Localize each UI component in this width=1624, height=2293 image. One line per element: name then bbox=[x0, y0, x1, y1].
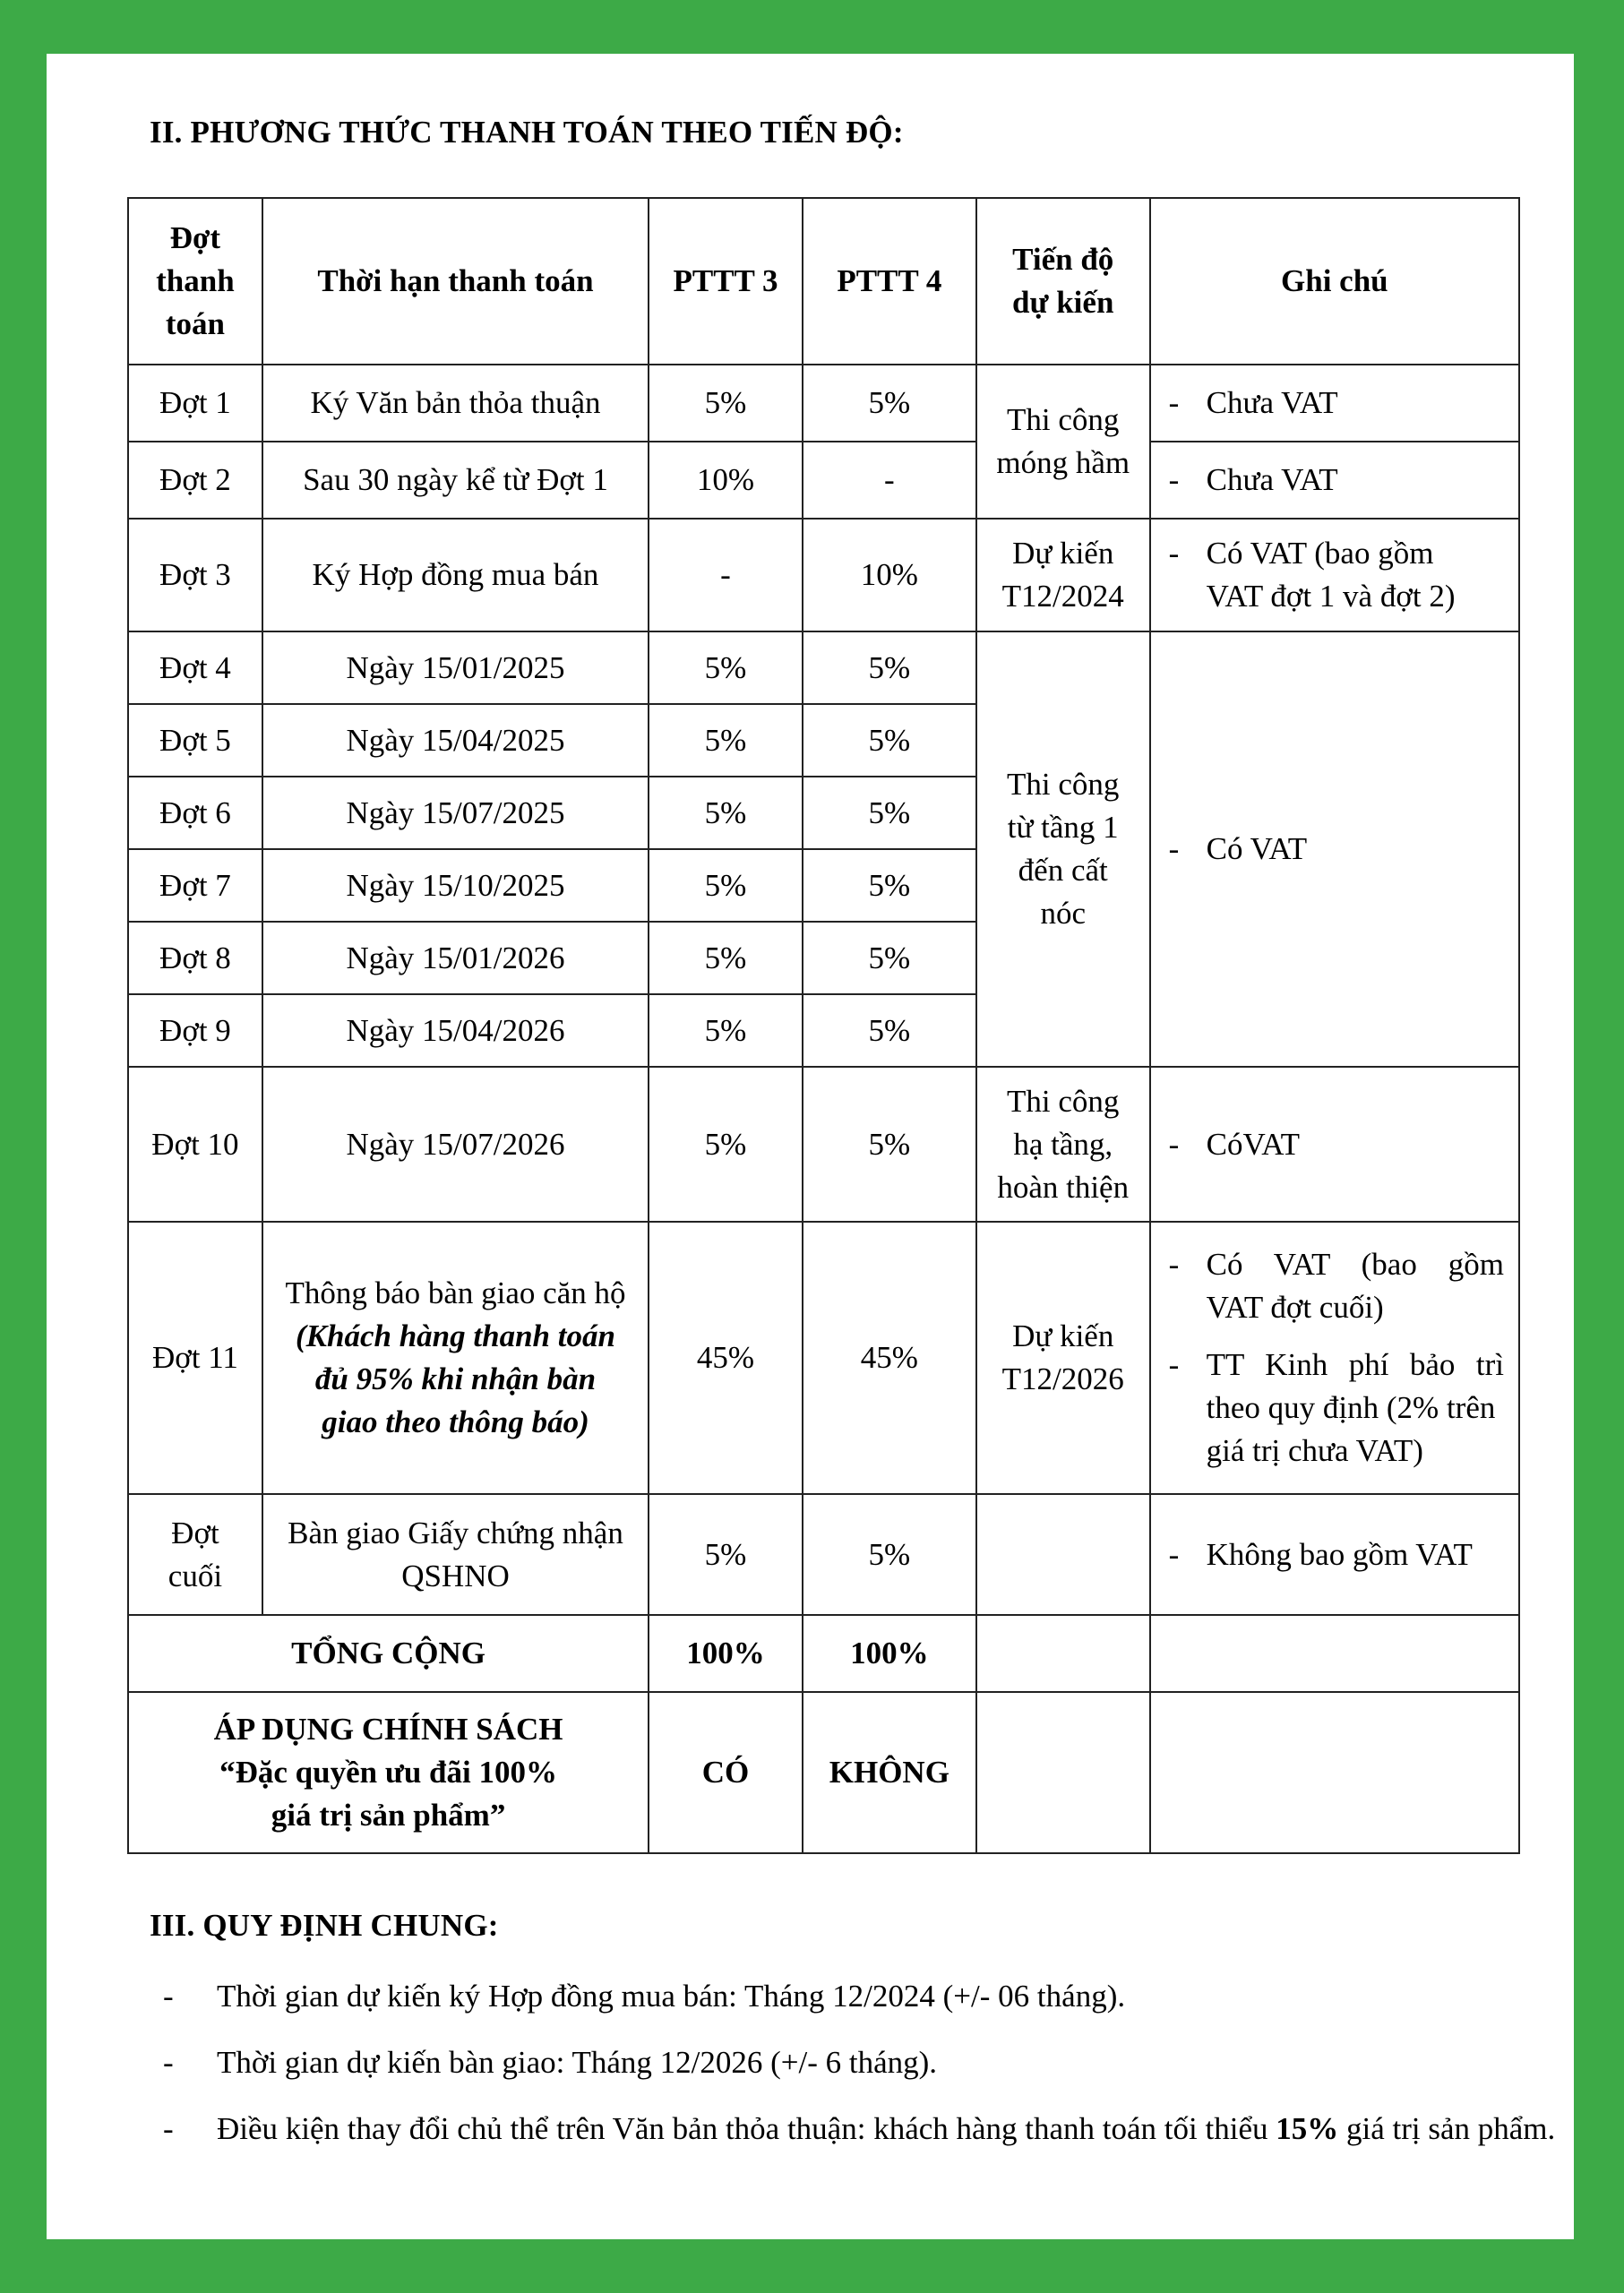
total-empty-cell bbox=[976, 1615, 1150, 1692]
note-cell: - Chưa VAT bbox=[1150, 442, 1519, 519]
deadline-cell: Sau 30 ngày kể từ Đợt 1 bbox=[262, 442, 649, 519]
deadline-cell: Bàn giao Giấy chứng nhận QSHNO bbox=[262, 1494, 649, 1615]
installment-cell: Đợt 10 bbox=[128, 1067, 262, 1222]
note-cell: - Có VAT (bao gồm VAT đợt cuối) - TT Kinh phí bảo trì theo quy định (2% trên giá trị chưa VAT) bbox=[1150, 1222, 1519, 1494]
pttt4-cell: 5% bbox=[803, 922, 976, 994]
installment-cell: Đợt cuối bbox=[128, 1494, 262, 1615]
document-page bbox=[47, 54, 1574, 2239]
total-label: TỔNG CỘNG bbox=[128, 1615, 649, 1692]
pttt3-cell: - bbox=[649, 519, 803, 631]
installment-cell: Đợt 1 bbox=[128, 365, 262, 442]
policy-row bbox=[128, 1692, 1519, 1853]
policy-pttt4: KHÔNG bbox=[803, 1692, 976, 1853]
list-item: - Thời gian dự kiến ký Hợp đồng mua bán: Tháng 12/2024 (+/- 06 tháng). bbox=[163, 1979, 1126, 2014]
table-row bbox=[128, 442, 1519, 519]
deadline-cell: Ngày 15/01/2025 bbox=[262, 631, 649, 704]
header-deadline: Thời hạn thanh toán bbox=[262, 198, 649, 365]
pttt4-cell: 5% bbox=[803, 704, 976, 777]
table-row bbox=[128, 365, 1519, 442]
installment-cell: Đợt 2 bbox=[128, 442, 262, 519]
deadline-cell: Thông báo bàn giao căn hộ (Khách hàng thanh toán đủ 95% khi nhận bàn giao theo thông báo) bbox=[262, 1222, 649, 1494]
total-empty-cell bbox=[1150, 1615, 1519, 1692]
installment-cell: Đợt 6 bbox=[128, 777, 262, 849]
progress-cell: Thi công móng hầm bbox=[976, 365, 1150, 519]
progress-cell: Dự kiến T12/2024 bbox=[976, 519, 1150, 631]
pttt4-cell: 5% bbox=[803, 849, 976, 922]
table-row bbox=[128, 1067, 1519, 1222]
installment-cell: Đợt 5 bbox=[128, 704, 262, 777]
policy-empty-cell bbox=[976, 1692, 1150, 1853]
pttt3-cell: 10% bbox=[649, 442, 803, 519]
header-note: Ghi chú bbox=[1150, 198, 1519, 365]
list-item: - Thời gian dự kiến bàn giao: Tháng 12/2026 (+/- 6 tháng). bbox=[163, 2045, 938, 2080]
pttt4-cell: 5% bbox=[803, 1494, 976, 1615]
section-2-title: II. PHƯƠNG THỨC THANH TOÁN THEO TIẾN ĐỘ: bbox=[150, 115, 904, 150]
header-pttt3: PTTT 3 bbox=[649, 198, 803, 365]
payment-schedule-table bbox=[127, 197, 1520, 1854]
deadline-cell: Ngày 15/04/2025 bbox=[262, 704, 649, 777]
progress-cell: Thi công từ tầng 1 đến cất nóc bbox=[976, 631, 1150, 1067]
pttt3-cell: 5% bbox=[649, 704, 803, 777]
total-pttt4: 100% bbox=[803, 1615, 976, 1692]
note-cell: - CóVAT bbox=[1150, 1067, 1519, 1222]
table-row bbox=[128, 631, 1519, 704]
header-pttt4: PTTT 4 bbox=[803, 198, 976, 365]
pttt3-cell: 5% bbox=[649, 994, 803, 1067]
pttt3-cell: 5% bbox=[649, 849, 803, 922]
total-row bbox=[128, 1615, 1519, 1692]
installment-cell: Đợt 9 bbox=[128, 994, 262, 1067]
pttt3-cell: 45% bbox=[649, 1222, 803, 1494]
progress-cell bbox=[976, 1494, 1150, 1615]
pttt3-cell: 5% bbox=[649, 777, 803, 849]
policy-label: ÁP DỤNG CHÍNH SÁCH “Đặc quyền ưu đãi 100% giá trị sản phẩm” bbox=[128, 1692, 649, 1853]
installment-cell: Đợt 4 bbox=[128, 631, 262, 704]
total-pttt3: 100% bbox=[649, 1615, 803, 1692]
pttt4-cell: 5% bbox=[803, 631, 976, 704]
section-3-title: III. QUY ĐỊNH CHUNG: bbox=[150, 1908, 499, 1943]
general-rules-list bbox=[163, 1975, 1556, 2174]
header-progress: Tiến độ dự kiến bbox=[976, 198, 1150, 365]
pttt4-cell: 45% bbox=[803, 1222, 976, 1494]
pttt4-cell: 5% bbox=[803, 365, 976, 442]
pttt3-cell: 5% bbox=[649, 1067, 803, 1222]
deadline-cell: Ngày 15/10/2025 bbox=[262, 849, 649, 922]
table-row bbox=[128, 1494, 1519, 1615]
table-header-row bbox=[128, 198, 1519, 365]
note-cell: - Chưa VAT bbox=[1150, 365, 1519, 442]
note-cell: - Không bao gồm VAT bbox=[1150, 1494, 1519, 1615]
pttt4-cell: 10% bbox=[803, 519, 976, 631]
installment-cell: Đợt 7 bbox=[128, 849, 262, 922]
pttt3-cell: 5% bbox=[649, 922, 803, 994]
table-row bbox=[128, 1222, 1519, 1494]
note-cell: - Có VAT (bao gồm VAT đợt 1 và đợt 2) bbox=[1150, 519, 1519, 631]
pttt3-cell: 5% bbox=[649, 365, 803, 442]
deadline-cell: Ngày 15/01/2026 bbox=[262, 922, 649, 994]
list-item: - Điều kiện thay đổi chủ thể trên Văn bản thỏa thuận: khách hàng thanh toán tối thiểu 15% giá trị sản phẩm. bbox=[163, 2111, 1556, 2146]
pttt4-cell: - bbox=[803, 442, 976, 519]
deadline-cell: Ký Văn bản thỏa thuận bbox=[262, 365, 649, 442]
deadline-cell: Ngày 15/07/2025 bbox=[262, 777, 649, 849]
deadline-cell: Ngày 15/04/2026 bbox=[262, 994, 649, 1067]
progress-cell: Thi công hạ tầng, hoàn thiện bbox=[976, 1067, 1150, 1222]
pttt4-cell: 5% bbox=[803, 1067, 976, 1222]
installment-cell: Đợt 8 bbox=[128, 922, 262, 994]
pttt3-cell: 5% bbox=[649, 1494, 803, 1615]
pttt3-cell: 5% bbox=[649, 631, 803, 704]
policy-pttt3: CÓ bbox=[649, 1692, 803, 1853]
deadline-cell: Ký Hợp đồng mua bán bbox=[262, 519, 649, 631]
deadline-cell: Ngày 15/07/2026 bbox=[262, 1067, 649, 1222]
note-cell: - Có VAT bbox=[1150, 631, 1519, 1067]
header-installment: Đợt thanh toán bbox=[128, 198, 262, 365]
installment-cell: Đợt 3 bbox=[128, 519, 262, 631]
pttt4-cell: 5% bbox=[803, 994, 976, 1067]
policy-empty-cell bbox=[1150, 1692, 1519, 1853]
progress-cell: Dự kiến T12/2026 bbox=[976, 1222, 1150, 1494]
table-row bbox=[128, 519, 1519, 631]
pttt4-cell: 5% bbox=[803, 777, 976, 849]
installment-cell: Đợt 11 bbox=[128, 1222, 262, 1494]
